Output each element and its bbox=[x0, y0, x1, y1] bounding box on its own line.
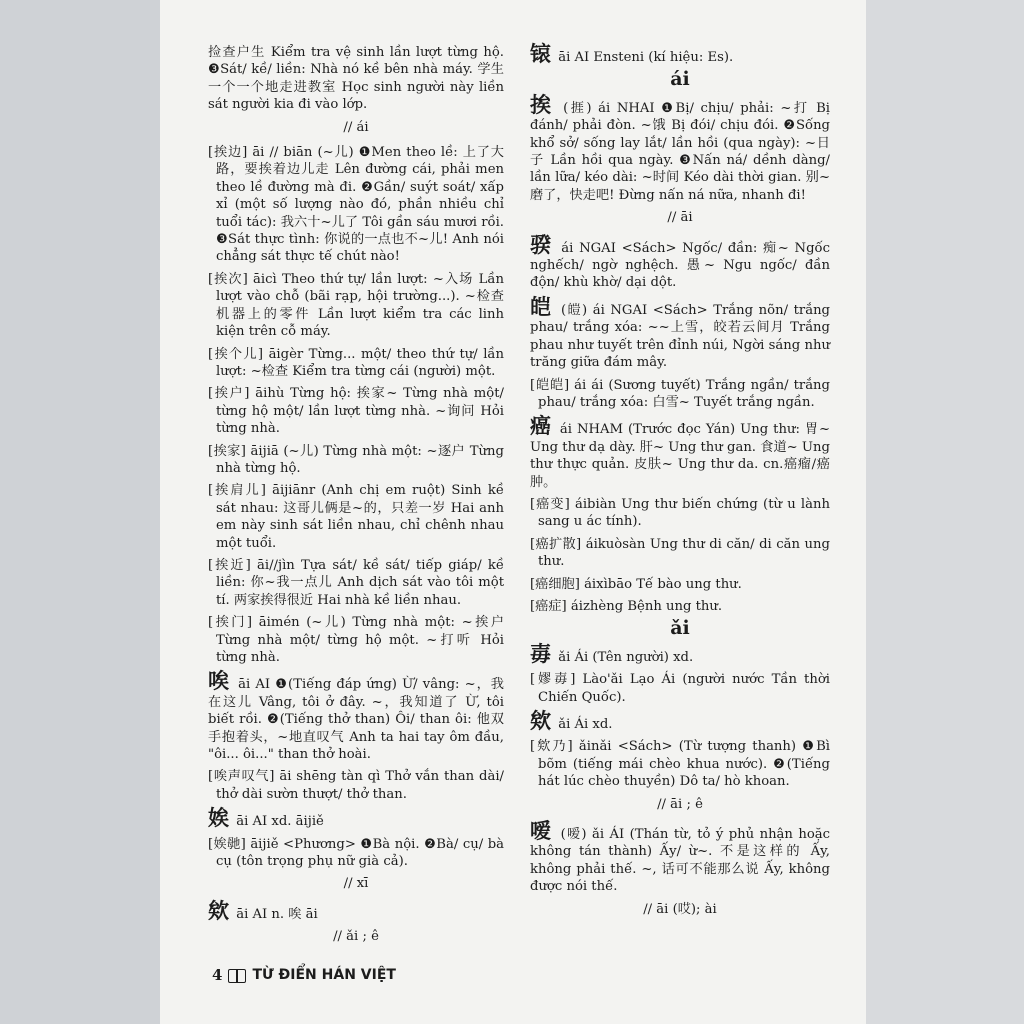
entry-text: āimén (~儿) Từng nhà một: ~挨户 Từng nhà một/ từng hộ một. ~打听 Hỏi từng nhà. bbox=[216, 615, 505, 665]
compound-entry bbox=[208, 836, 504, 871]
compound-entry bbox=[208, 482, 504, 552]
dictionary-entry bbox=[530, 708, 830, 733]
entry-text: āi AI n. 唉 āi bbox=[236, 906, 318, 922]
book-icon bbox=[228, 969, 246, 982]
entry-text: (皚) ái NGAI <Sách> Trắng nõn/ trắng phau/ trắng xóa: ~~上雪，皎若云间月 Trắng phau như tuyết trên đỉnh núi, Ngời sáng như trăng giữa đám mây. bbox=[530, 302, 830, 371]
entry-text: āi AI ❶(Tiếng đáp ứng) Ừ/ vâng: ~，我在这儿 Vâng, tôi ở đây. ~，我知道了 Ừ, tôi biết rồi. ❷(Tiếng thở than) Ôi/ than ôi: 他双手抱着头，~地直叹气 Anh ta hai tay ôm đầu, "ôi... ôi..." than thở hoài. bbox=[208, 677, 504, 763]
dictionary-entry bbox=[208, 805, 504, 831]
dictionary-entry bbox=[208, 897, 504, 923]
entry-text: āi AI Ensteni (kí hiệu: Es). bbox=[558, 50, 734, 65]
entry-text: 捡查户生 Kiểm tra vệ sinh lần lượt từng hộ. ❸Sát/ kề/ liền: Nhà nó kề bên nhà máy. 学生一个一个地走进教室 Học sinh người này liền sát người kia đi vào lớp. bbox=[208, 45, 504, 113]
cross-reference: // xī bbox=[343, 876, 369, 892]
headword: 毐 bbox=[530, 640, 551, 666]
dictionary-entry bbox=[530, 413, 830, 491]
entry-text: āihù Từng hộ: 挨家~ Từng nhà một/ từng hộ một/ lần lượt từng nhà. ~询问 Hỏi từng nhà. bbox=[216, 386, 504, 437]
compound-headword: [挨个儿] bbox=[208, 346, 264, 362]
section-heading: ái bbox=[670, 68, 690, 91]
headword: 癌 bbox=[530, 413, 552, 439]
compound-headword: [挨次] bbox=[208, 271, 248, 287]
compound-entry bbox=[208, 443, 504, 478]
compound-entry bbox=[208, 557, 504, 609]
background-surface bbox=[866, 0, 1024, 1024]
right-column bbox=[530, 41, 831, 926]
entry-text: ái NHAM (Trước đọc Yán) Ung thư: 胃~ Ung thư dạ dày. 肝~ Ung thư gan. 食道~ Ung thư thực quản. 皮肤~ Ung thư da. cn.癌瘤/癌肿。 bbox=[530, 422, 830, 490]
entry-text: āi//jìn Tựa sát/ kề sát/ tiếp giáp/ kề liền: 你~我一点儿 Anh dịch sát vào tôi một tí. 两家挨得很近 Hai nhà kề liền nhau. bbox=[216, 557, 504, 608]
compound-headword: [挨户] bbox=[208, 386, 250, 402]
compound-entry bbox=[530, 671, 830, 706]
entry-text: áizhèng Bệnh ung thư. bbox=[570, 598, 723, 614]
compound-entry bbox=[208, 271, 504, 341]
compound-headword: [癌变] bbox=[530, 496, 570, 512]
dictionary-entry bbox=[530, 640, 830, 666]
entry-text: (捱) ái NHAI ❶Bị/ chịu/ phải: ~打 Bị đánh/ phải đòn. ~饿 Bị đói/ chịu đói. ❷Sống khổ sở/ sống lay lắt/ lần hồi (qua ngày): ~日子 Lần hồi qua ngày. ❸Nấn ná/ dềnh dàng/ lần lữa/ kéo dài: ~时间 Kéo dài thời gian. 别~磨了，快走吧! Đừng nấn ná nữa, nhanh đi! bbox=[530, 100, 831, 203]
entry-text: ǎi Ái (Tên người) xd. bbox=[558, 649, 694, 665]
compound-headword: [挨门] bbox=[208, 615, 253, 631]
headword: 骙 bbox=[530, 231, 553, 257]
compound-headword: [挨肩儿] bbox=[208, 483, 266, 499]
headword: 欸 bbox=[208, 897, 229, 923]
headword: 皑 bbox=[530, 293, 553, 319]
compound-entry bbox=[208, 768, 504, 803]
cross-reference: // āi (哎); ài bbox=[643, 901, 717, 917]
entry-text: ái NGAI <Sách> Ngốc/ đần: 痴~ Ngốc nghếch/ ngờ nghệch. 愚~ Ngu ngốc/ đần độn/ khù khờ/ dại dột. bbox=[530, 240, 830, 291]
compound-headword: [嫪毐] bbox=[530, 672, 576, 688]
compound-headword: [癌细胞] bbox=[530, 576, 580, 592]
compound-headword: [挨近] bbox=[208, 557, 251, 573]
entry-text: (嗳) ǎi ÁI (Thán từ, tỏ ý phủ nhận hoặc không tán thành) Ấy/ ừ~. 不是这样的 Ấy, không phải thế. ~, 话可不能那么说 Ấy, không được nói thế. bbox=[530, 827, 831, 895]
compound-entry bbox=[208, 614, 504, 666]
cross-reference: // ái bbox=[343, 119, 369, 135]
compound-entry bbox=[530, 377, 830, 412]
entry-text: áikuòsàn Ung thư di căn/ di căn ung thư. bbox=[538, 536, 830, 570]
compound-headword: [娭毑] bbox=[208, 836, 246, 852]
compound-entry bbox=[530, 738, 830, 790]
dictionary-entry bbox=[208, 668, 504, 763]
dictionary-entry bbox=[530, 231, 830, 292]
entry-text: áibiàn Ung thư biến chứng (từ u lành sang u ác tính). bbox=[538, 496, 830, 530]
compound-entry bbox=[208, 144, 504, 266]
cross-reference: // āi bbox=[667, 210, 693, 226]
entry-text: āicì Theo thứ tự/ lần lượt: ~入场 Lần lượt vào chỗ (bãi rạp, hội trường...). ~检查机器上的零件 Lần lượt kiểm tra các linh kiện trên cỗ máy. bbox=[216, 271, 504, 340]
headword: 娭 bbox=[208, 805, 229, 831]
dictionary-entry bbox=[530, 293, 830, 372]
compound-entry bbox=[530, 536, 830, 571]
entry-text: āijiā (~儿) Từng nhà một: ~逐户 Từng nhà từng hộ. bbox=[216, 443, 504, 476]
dictionary-entry bbox=[530, 91, 831, 204]
headword: 挨 bbox=[530, 91, 554, 117]
entry-text: āijiānr (Anh chị em ruột) Sinh kề sát nhau: 这哥儿俩是~的，只差一岁 Hai anh em này sinh sát liền nhau, chỉ chênh nhau một tuổi. bbox=[216, 483, 504, 551]
compound-headword: [癌扩散] bbox=[530, 536, 582, 552]
dictionary-page bbox=[160, 0, 866, 1024]
entry-text: āigèr Từng... một/ theo thứ tự/ lần lượt: ~检查 Kiểm tra từng cái (người) một. bbox=[216, 346, 504, 379]
entry-text: ái ái (Sương tuyết) Trắng ngần/ trắng phau/ trắng xóa: 白雪~ Tuyết trắng ngần. bbox=[538, 377, 830, 410]
section-heading: ǎi bbox=[670, 617, 690, 640]
dictionary-title: TỪ ĐIỂN HÁN VIỆT bbox=[252, 967, 396, 983]
headword: 锿 bbox=[530, 41, 551, 66]
cross-reference: // āi ; ê bbox=[657, 796, 703, 812]
cross-reference: // ǎi ; ê bbox=[333, 929, 379, 945]
entry-text: ǎinǎi <Sách> (Từ tượng thanh) ❶Bì bõm (tiếng mái chèo khua nước). ❷(Tiếng hát lúc chèo thuyền) Dô ta/ hò khoan. bbox=[538, 739, 830, 790]
page-footer bbox=[212, 966, 396, 984]
compound-headword: [癌症] bbox=[530, 598, 567, 614]
entry-text: āi AI xd. āijiě bbox=[236, 814, 324, 830]
entry-text: āi // biān (~儿) ❶Men theo lề: 上了大路，要挨着边儿走 Lên đường cái, phải men theo lề đường mà đi. ❷Gần/ suýt soát/ xấp xỉ (một số lượng nào đó, phần nhiều chỉ tuổi tác): 我六十~儿了 Tôi gần sáu mươi rồi. ❸Sát thực tình: 你说的一点也不~儿! Anh nói chẳng sát thực tế chút nào! bbox=[216, 145, 504, 265]
dictionary-entry bbox=[208, 44, 504, 114]
entry-text: Lào'ǎi Lạo Ái (người nước Tần thời Chiến Quốc). bbox=[538, 672, 830, 705]
compound-headword: [挨家] bbox=[208, 443, 246, 459]
dictionary-entry bbox=[530, 818, 831, 896]
compound-headword: [皑皑] bbox=[530, 377, 570, 393]
compound-entry bbox=[530, 576, 830, 593]
entry-text: áixìbāo Tế bào ung thư. bbox=[584, 576, 742, 592]
compound-headword: [挨边] bbox=[208, 145, 248, 161]
headword: 唉 bbox=[208, 668, 230, 694]
compound-entry bbox=[208, 346, 504, 381]
entry-text: ǎi Ái xd. bbox=[558, 717, 613, 732]
left-column bbox=[208, 44, 504, 954]
compound-headword: [欸乃] bbox=[530, 739, 573, 755]
entry-text: āijiě <Phương> ❶Bà nội. ❷Bà/ cụ/ bà cụ (tôn trọng phụ nữ già cả). bbox=[216, 836, 505, 870]
compound-entry bbox=[530, 496, 830, 531]
dictionary-entry bbox=[530, 41, 830, 66]
headword: 嗳 bbox=[530, 818, 553, 844]
compound-entry bbox=[208, 385, 504, 437]
entry-text: āi shēng tàn qì Thở vắn than dài/ thở dài sườn thượt/ thở than. bbox=[216, 769, 504, 802]
compound-entry bbox=[530, 598, 830, 615]
compound-headword: [唉声叹气] bbox=[208, 769, 275, 785]
page-number: 4 bbox=[212, 966, 223, 984]
headword: 欸 bbox=[530, 708, 551, 733]
